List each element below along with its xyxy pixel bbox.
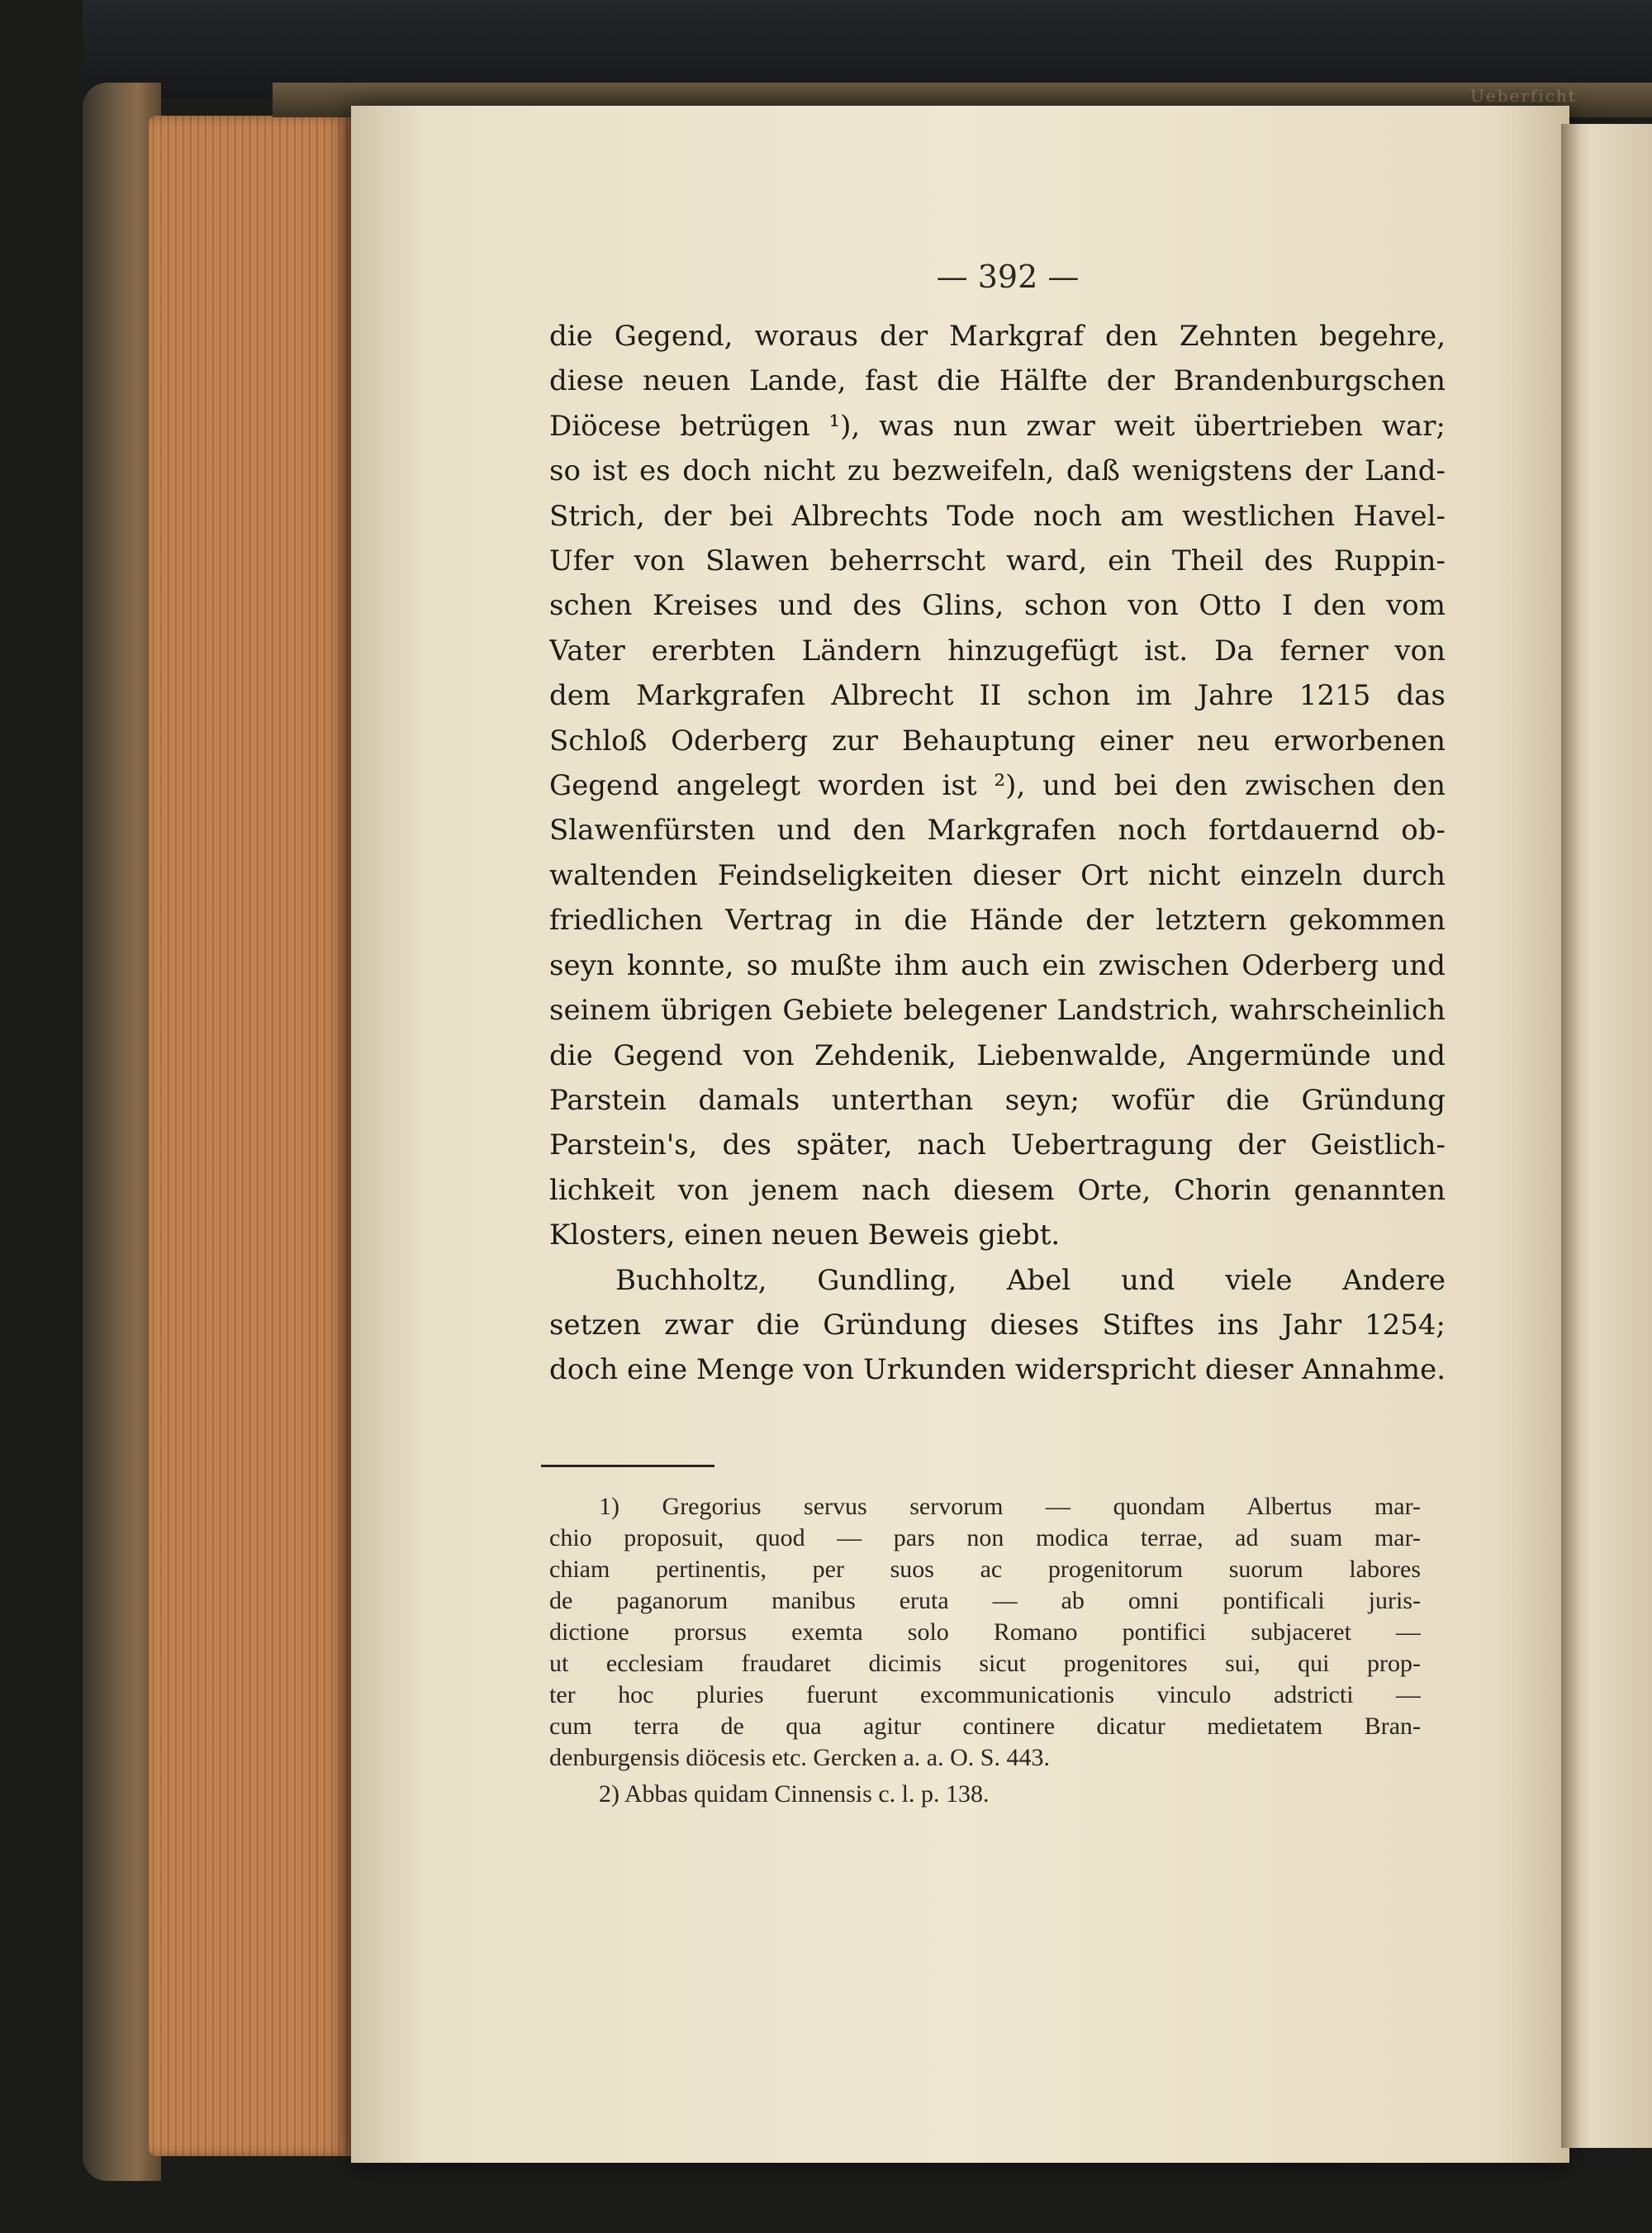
page-gutter xyxy=(1561,124,1594,2148)
text-line: Gegend angelegt worden ist ²), und bei den zwischen den xyxy=(549,769,1446,803)
text-line: Diöcese betrügen ¹), was nun zwar weit übertrieben war; xyxy=(549,409,1446,443)
footnote-line: dictione prorsus exemta solo Romano pontifici subjaceret — xyxy=(549,1618,1421,1646)
spine-label: Ueberficht xyxy=(1470,86,1577,106)
facing-page-edge xyxy=(1590,124,1652,2148)
text-line: Vater ererbten Ländern hinzugefügt ist. Da ferner von xyxy=(549,634,1446,668)
footnote-line: chio proposuit, quod — pars non modica terrae, ad suam mar- xyxy=(549,1524,1421,1551)
text-line: Slawenfürsten und den Markgrafen noch fortdauernd ob- xyxy=(549,814,1446,848)
text-line: Buchholtz, Gundling, Abel und viele Andere xyxy=(615,1263,1446,1297)
footnote-line: ut ecclesiam fraudaret dicimis sicut progenitores sui, qui prop- xyxy=(549,1650,1421,1677)
footnote-line: de paganorum manibus eruta — ab omni pontificali juris- xyxy=(549,1587,1421,1614)
footnote-line: denburgensis diöcesis etc. Gercken a. a. O. S. 443. xyxy=(549,1744,1050,1771)
text-line: die Gegend von Zehdenik, Liebenwalde, Angermünde und xyxy=(549,1038,1446,1072)
footnote-line: 2) Abbas quidam Cinnensis c. l. p. 138. xyxy=(599,1780,990,1808)
footnote-divider xyxy=(541,1465,714,1467)
text-line: seinem übrigen Gebiete belegener Landstrich, wahrscheinlich xyxy=(549,994,1446,1028)
paragraph-1 xyxy=(549,314,1446,1258)
text-line: Parstein damals unterthan seyn; wofür die Gründung xyxy=(549,1083,1446,1117)
paragraph-2 xyxy=(549,1258,1446,1393)
text-line: friedlichen Vertrag in die Hände der letztern gekommen xyxy=(549,904,1446,938)
page-edges xyxy=(149,116,351,2156)
text-line: die Gegend, woraus der Markgraf den Zehnten begehre, xyxy=(549,320,1446,353)
text-line: Strich, der bei Albrechts Tode noch am westlichen Havel- xyxy=(549,499,1446,533)
text-line: Schloß Oderberg zur Behauptung einer neu erworbenen xyxy=(549,724,1446,758)
main-text xyxy=(549,314,1446,1393)
text-line: schen Kreises und des Glins, schon von Otto I den vom xyxy=(549,589,1446,623)
text-line: diese neuen Lande, fast die Hälfte der Brandenburgschen xyxy=(549,364,1446,398)
footnote-line: ter hoc pluries fuerunt excommunicationis vinculo adstricti — xyxy=(549,1681,1421,1708)
text-line: Klosters, einen neuen Beweis giebt. xyxy=(549,1219,1061,1252)
text-line: doch eine Menge von Urkunden widerspricht dieser Annahme. xyxy=(549,1353,1446,1387)
footnote-line: chiam pertinentis, per suos ac progenitorum suorum labores xyxy=(549,1556,1421,1583)
footnote-1 xyxy=(549,1491,1421,1774)
text-line: lichkeit von jenem nach diesem Orte, Chorin genannten xyxy=(549,1173,1446,1207)
text-line: Parstein's, des später, nach Uebertragung der Geistlich- xyxy=(549,1128,1446,1162)
text-line: Ufer von Slawen beherrscht ward, ein Theil des Ruppin- xyxy=(549,544,1446,578)
text-line: waltenden Feindseligkeiten dieser Ort nicht einzeln durch xyxy=(549,858,1446,892)
footnote-2 xyxy=(549,1779,1421,1810)
text-line: setzen zwar die Gründung dieses Stiftes ins Jahr 1254; xyxy=(549,1308,1446,1342)
text-line: seyn konnte, so mußte ihm auch ein zwischen Oderberg und xyxy=(549,948,1446,982)
text-line: so ist es doch nicht zu bezweifeln, daß wenigstens der Land- xyxy=(549,454,1446,488)
footnotes xyxy=(549,1491,1421,1810)
text-line: dem Markgrafen Albrecht II schon im Jahre 1215 das xyxy=(549,679,1446,713)
footnote-line: 1) Gregorius servus servorum — quondam Albertus mar- xyxy=(599,1493,1421,1520)
page-number: — 392 — xyxy=(936,259,1080,295)
footnote-line: cum terra de qua agitur continere dicatur medietatem Bran- xyxy=(549,1713,1421,1740)
